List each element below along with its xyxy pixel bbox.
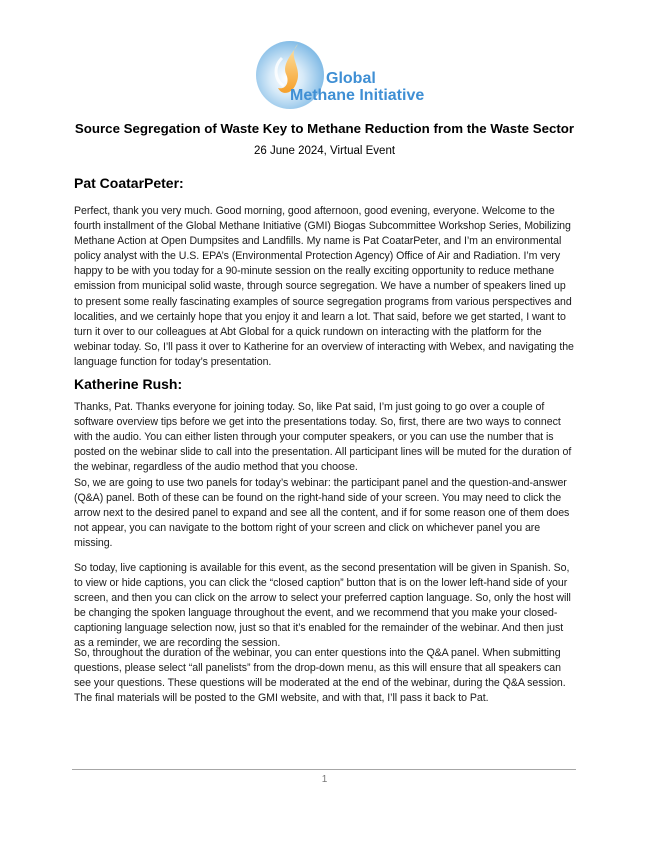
page-number: 1 [321,774,328,785]
paragraph: Thanks, Pat. Thanks everyone for joining today. So, like Pat said, I’m just going to go over a couple of software overview tips before we get into the presentations today. So, first, there are two ways to connect with the audio. You can either listen through your computer speakers, or you can use the number that is posted on the webinar slide to call into the presentation. All participant lines will be muted for the duration of the webinar, regardless of the audio method that you choose. [74,401,572,474]
speaker-name: Katherine Rush: [74,376,183,392]
speaker-name: Pat CoatarPeter: [74,175,184,191]
paragraph: So, we are going to use two panels for today’s webinar: the participant panel and the question-and-answer (Q&A) panel. Both of these can be found on the right-hand side of your screen. You may need to click the arrow next to the desired panel to expand and see all the content, and if for some reason one of them does not appear, you can navigate to the bottom right of your screen and click on whichever panel you are missing. [74,477,570,550]
paragraph: So, throughout the duration of the webinar, you can enter questions into the Q&A panel. When submitting questions, please select “all panelists” from the drop-down menu, as this will ensure that all speakers can see your questions. These questions will be moderated at the end of the webinar, during the Q&A session. The final materials will be posted to the GMI website, and with that, I’ll pass it back to Pat. [74,647,566,705]
document-title: Source Segregation of Waste Key to Methane Reduction from the Waste Sector [74,121,575,136]
document-subtitle: 26 June 2024, Virtual Event [253,145,396,157]
logo-wordmark [290,70,424,104]
logo-line-2: Methane Initiative [290,87,425,104]
paragraph: Perfect, thank you very much. Good morning, good afternoon, good evening, everyone. Welcome to the fourth installment of the Global Methane Initiative (GMI) Biogas Subcommittee Workshop Series, Mobilizing Methane Action at Open Dumpsites and Landfills. My name is Pat CoatarPeter, and I’m an environmental policy analyst with the U.S. EPA’s (Environmental Protection Agency) Office of Air and Radiation. I’m very happy to be with you today for a 90-minute session on the really exciting opportunity to reduce methane emission from municipal solid waste, through source segregation. We have a number of speakers lined up to present some really fascinating examples of source segregation programs from various perspectives and localities, and we certainly hope that you enjoy it and learn a lot. That said, before we get started, I want to turn it over to our colleagues at Abt Global for a quick rundown on interacting with the platform for the webinar today. So, I’ll pass it over to Katherine for an overview of interacting with Webex, and navigating the language function for today’s presentation. [74,205,574,368]
footer-divider [72,769,576,770]
logo-line-1: Global [326,70,376,87]
paragraph: So today, live captioning is available for this event, as the second presentation will be given in Spanish. So, to view or hide captions, you can click the “closed caption” button that is on the lower left-hand side of your screen, and then you can click on the arrow to select your preferred caption language. So, only the host will be changing the spoken language throughout the event, and we recommend that you make your closed-captioning language selection now, just so that it’s enabled for the remainder of the webinar. And then just as a reminder, we are recording the session. [74,562,571,650]
